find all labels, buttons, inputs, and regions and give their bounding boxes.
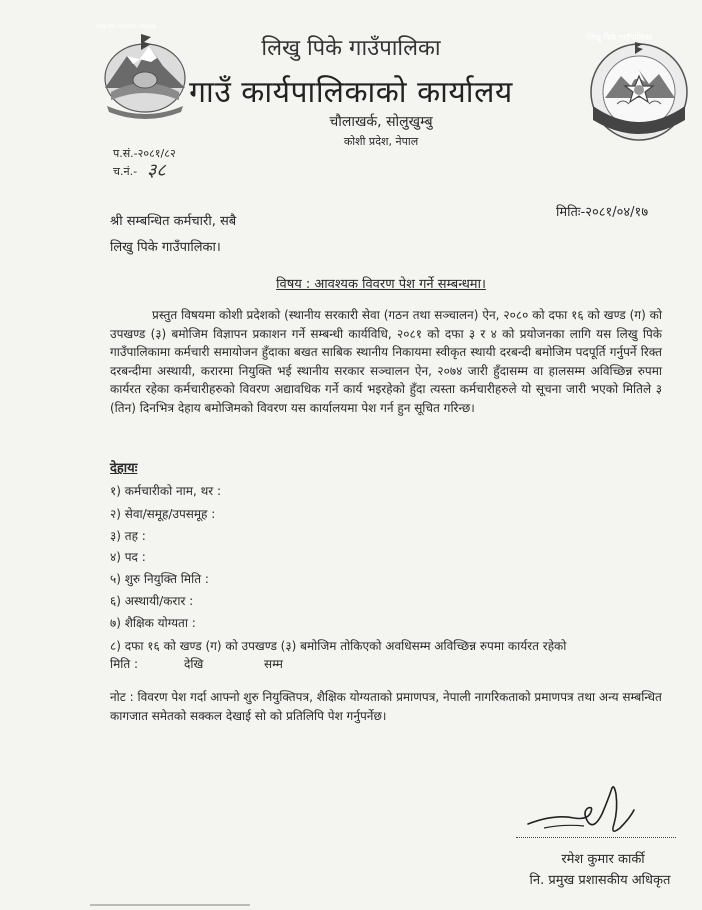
subject-text: विषय : आवश्यक विवरण पेश गर्ने सम्बन्धमा। (276, 277, 486, 292)
list-item: १) कर्मचारीको नाम, थर : (110, 484, 222, 498)
list-item-8: ८) दफा १६ को खण्ड (ग) को उपखण्ड (३) बमोजिम तोकिएको अवधिसम्म अविच्छिन्न रुपमा कार्यरत रहेको (110, 639, 567, 653)
list-item: २) सेवा/समूह/उपसमूह : (110, 507, 216, 521)
office-name: गाउँ कार्यपालिकाको कार्यालय (189, 75, 513, 110)
service-period-row (110, 655, 410, 672)
subject-line (0, 274, 702, 292)
dehay-heading: देहायः (110, 461, 138, 476)
signature-line (516, 836, 676, 838)
address-line-2: कोशी प्रदेश, नेपाल (343, 135, 419, 148)
chalani-number: ३८ (147, 160, 166, 181)
list-item: ७) शैक्षिक योग्यता : (110, 616, 196, 630)
municipality-name: लिखु पिके गाउँपालिका (261, 36, 441, 61)
list-item: ४) पद : (110, 550, 146, 564)
period-to: सम्म (264, 657, 283, 671)
note-paragraph: नोट : विवरण पेश गर्दा आफ्नो शुरु नियुक्तिपत्र, शैक्षिक योग्यताको प्रमाणपत्र, नेपाली नागरिकताको प्रमाणपत्र तथा अन्य सम्बन्धित कागजात समेतको सक्कल देखाई सो को प्रतिलिपि पेश गर्नुपर्नेछ। (110, 690, 662, 723)
period-label: मिति : (110, 657, 139, 671)
fiscal-year-ref: प.सं.-२०८१/८२ (113, 147, 176, 160)
list-item: ६) अस्थायी/करार : (110, 594, 194, 608)
signatory-title: नि. प्रमुख प्रशासकीय अधिकृत (529, 873, 671, 888)
addressee-line-2: लिखु पिके गाउँपालिका। (110, 240, 221, 255)
list-item: ३) तह : (110, 529, 146, 543)
body-paragraph: प्रस्तुत विषयमा कोशी प्रदेशको (स्थानीय सरकारी सेवा (गठन तथा सञ्चालन) ऐन, २०८० को दफा १६ को खण्ड (ग) को उपखण्ड (३) बमोजिम विज्ञापन प्रकाशन गर्ने सम्बन्धी कार्यविधि, २०८१ को दफा ३ र ४ को प्रयोजनका लागि यस लिखु पिके गाउँपालिकामा कर्मचारी समायोजन हुँदाका बखत साबिक स्थानीय निकायमा स्वीकृत स्थायी दरबन्दी बमोजिम पदपूर्ति गर्नुपर्ने रिक्त दरबन्दीमा अस्थायी, करारमा नियुक्ति भई स्थानीय सरकार सञ्चालन ऐन, २०७४ जारी हुँदासम्म वा हालसम्म अविच्छिन्न रुपमा कार्यरत रहेका कर्मचारीहरुको विवरण अद्यावधिक गर्ने कार्य भइरहेको हुँदा त्यस्ता कर्मचारीहरुले यो सूचना जारी भएको मितिले ३ (तिन) दिनभित्र देहाय बमोजिमको विवरण यस कार्यालयमा पेश गर्न हुन सूचित गरिन्छ। (110, 308, 662, 415)
list-item: ५) शुरु नियुक्ति मिति : (110, 572, 209, 586)
letter-date: मितिः-२०८१/०४/१७ (556, 205, 649, 220)
left-emblem-caption: लिखु पिके गाउँपालिका सोलुखुम्बु (97, 24, 156, 30)
handwritten-signature (524, 784, 644, 840)
period-from: देखि (184, 657, 204, 671)
right-emblem-caption: लिखु पिके गाउँपालिका (587, 33, 653, 42)
addressee-line-1: श्री सम्बन्धित कर्मचारी, सबै (110, 214, 237, 229)
footer-smudge (90, 902, 250, 908)
chalani-label: च.नं.- (113, 165, 138, 178)
signatory-name: रमेश कुमार कार्की (561, 852, 645, 867)
address-line-1: चौलाखर्क, सोलुखुम्बु (329, 114, 433, 130)
